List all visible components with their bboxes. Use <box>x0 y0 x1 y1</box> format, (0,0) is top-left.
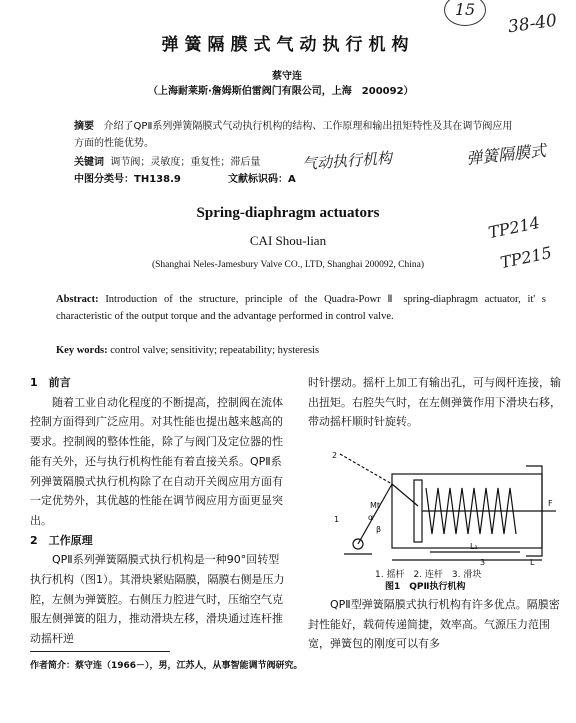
fig-label-l1: L₁ <box>470 542 478 551</box>
fig-label-2: 2 <box>332 451 338 460</box>
right-column-bottom: QPⅡ型弹簧隔膜式执行机构有许多优点。隔膜密封性能好，载荷传递简捷，效率高。气源压力范围宽，弹簧包的刚度可以有多 <box>308 598 560 651</box>
keywords-label-cn: 关键词 <box>74 157 104 168</box>
handwritten-note-2: 弹簧隔膜式 <box>465 140 547 169</box>
section-1-title: 1 前言 <box>30 376 71 389</box>
handwritten-circle-text: 15 <box>454 0 476 19</box>
section-2-text: QPⅡ系列弹簧隔膜式执行机构是一种90°回转型执行机构（图1）。其滑块紧贴隔膜，隔膜右侧是压力腔，左侧为弹簧腔。右侧压力腔进气时，压缩空气克服左侧弹簧的阻力，推动滑块左移，滑块通过连杆推动摇杆逆 <box>30 553 285 646</box>
footnote-rule <box>30 651 170 652</box>
title-en: Spring-diaphragm actuators <box>196 205 380 221</box>
class-number-cn: 中图分类号：TH138.9 <box>74 174 181 185</box>
abstract-en <box>56 292 546 325</box>
abstract-cn <box>74 118 514 152</box>
doc-code-cn: 文献标识码：A <box>228 174 296 185</box>
slider <box>414 480 422 542</box>
figure-legend: 1. 摇杆 2. 连杆 3. 滑块 <box>375 570 482 580</box>
fig-label-3: 3 <box>480 558 486 566</box>
rocker-arm <box>358 484 392 544</box>
footnote: 作者简介：蔡守连（1966－），男，江苏人，从事智能调节阀研究。 <box>30 661 303 671</box>
keywords-label-en: Key words: <box>56 345 108 356</box>
author-cn: 蔡守连 <box>272 71 302 82</box>
keywords-text-cn: 调节阀；灵敏度；重复性；滞后量 <box>110 157 261 168</box>
abstract-text-cn: 介绍了QPⅡ系列弹簧隔膜式气动执行机构的结构、工作原理和输出扭矩特性及其在调节阀应用方面的性能优势。 <box>74 121 513 149</box>
affiliation-en: (Shanghai Neles-Jamesbury Valve CO., LTD, Shanghai 200092, China) <box>151 260 425 270</box>
handwritten-pages: 38-40 <box>506 10 559 38</box>
fig-label-mt: Mt <box>370 501 381 510</box>
right-column-top: 时针摆动。摇杆上加工有输出孔，可与阀杆连接，输出扭矩。右腔失气时，在左侧弹簧作用下滑块右移，带动摇杆顺时针旋转。 <box>308 376 561 429</box>
affiliation-cn: （上海耐莱斯·詹姆斯伯雷阀门有限公司，上海 200092） <box>148 86 414 97</box>
author-en: CAI Shou-lian <box>249 233 327 248</box>
abstract-label-en: Abstract: <box>56 294 99 305</box>
keywords-text-en: control valve; sensitivity; repeatability; hysteresis <box>110 345 320 356</box>
keywords-cn <box>74 153 260 168</box>
fig-label-beta: β <box>376 525 382 534</box>
keywords-en <box>56 345 319 356</box>
abstract-label-cn: 摘要 <box>74 121 94 132</box>
figure-caption: 图1 QPⅡ执行机构 <box>385 582 466 592</box>
fig-label-1: 1 <box>334 515 340 524</box>
handwritten-tp215: TP215 <box>498 242 554 273</box>
handwritten-circle-number <box>444 0 486 26</box>
figure-1-actuator-diagram <box>330 444 560 566</box>
abstract-text-en: Introduction of the structure, principle of the Quadra-Powr Ⅱ spring-diaphragm actuator, it' s characteristic of the output torque and the advantage performed in control valve. <box>56 294 547 322</box>
title-cn: 弹簧隔膜式气动执行机构 <box>161 35 415 55</box>
section-2-title: 2 工作原理 <box>30 533 93 547</box>
fig-label-f: F <box>548 499 553 508</box>
handwritten-note-1: 气动执行机构 <box>301 148 393 174</box>
fig-label-alpha: α <box>368 513 374 522</box>
section-1-text: 随着工业自动化程度的不断提高，控制阀在流体控制方面得到广泛应用。对其性能也提出越来越高的要求。控制阀的整体性能，除了与阀门及定位器的性能有关外，还与执行机构性能有着直接关系。QPⅡ系列弹簧隔膜式执行机构除了在自动开关阀应用方面有一定优势外，其优越的性能在调节阀应用方面更显突出。 <box>30 395 283 527</box>
left-column <box>30 373 288 649</box>
handwritten-tp214: TP214 <box>486 212 542 243</box>
fig-label-l: L <box>530 558 535 566</box>
